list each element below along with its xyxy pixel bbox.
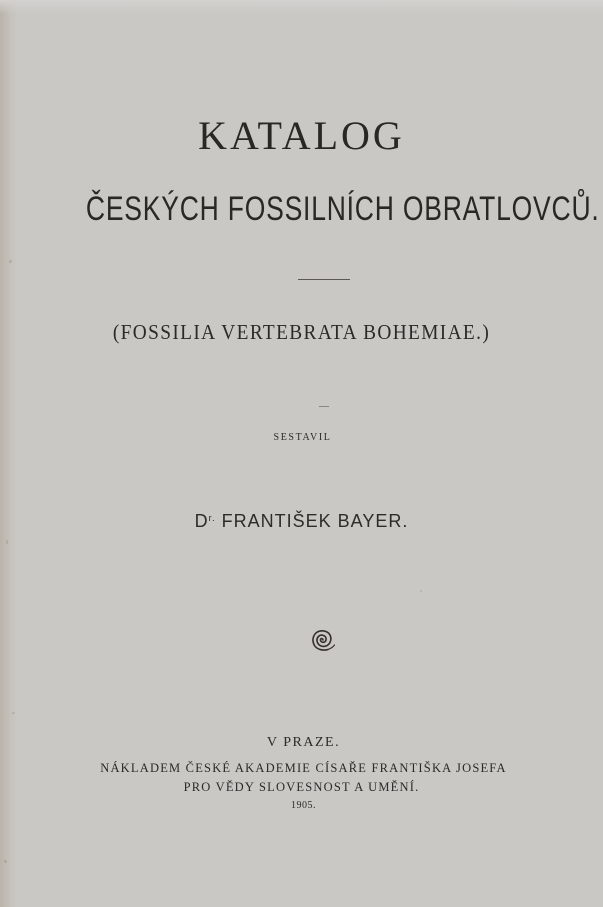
paper-speck — [6, 540, 8, 544]
paper-speck — [420, 590, 422, 592]
compiled-by-label: SESTAVIL — [273, 432, 332, 443]
latin-subtitle: (FOSSILIA VERTEBRATA BOHEMIAE.) — [112, 320, 491, 344]
paper-speck — [12, 712, 15, 714]
paper-speck — [4, 860, 7, 863]
publisher-line-2: PRO VĚDY SLOVESNOST A UMĚNÍ. — [183, 780, 420, 794]
title-divider — [298, 279, 350, 280]
title-subject: ČESKÝCH FOSSILNÍCH OBRATLOVCŮ. — [85, 190, 600, 228]
paper-speck — [9, 260, 12, 263]
publication-year: 1905. — [291, 800, 316, 811]
place-of-publication: V PRAZE. — [266, 735, 341, 750]
author-name: FRANTIŠEK BAYER. — [215, 511, 409, 531]
title-katalog: KATALOG — [198, 113, 405, 158]
author-line — [0, 511, 603, 532]
small-divider — [319, 406, 329, 407]
author-title: $D^{r.}$ — [194, 511, 216, 531]
publisher-line-1: NÁKLADEM ČESKÉ AKADEMIE CÍSAŘE FRANTIŠKA JOSEFA — [100, 761, 507, 775]
spiral-ornament-icon — [306, 623, 338, 655]
